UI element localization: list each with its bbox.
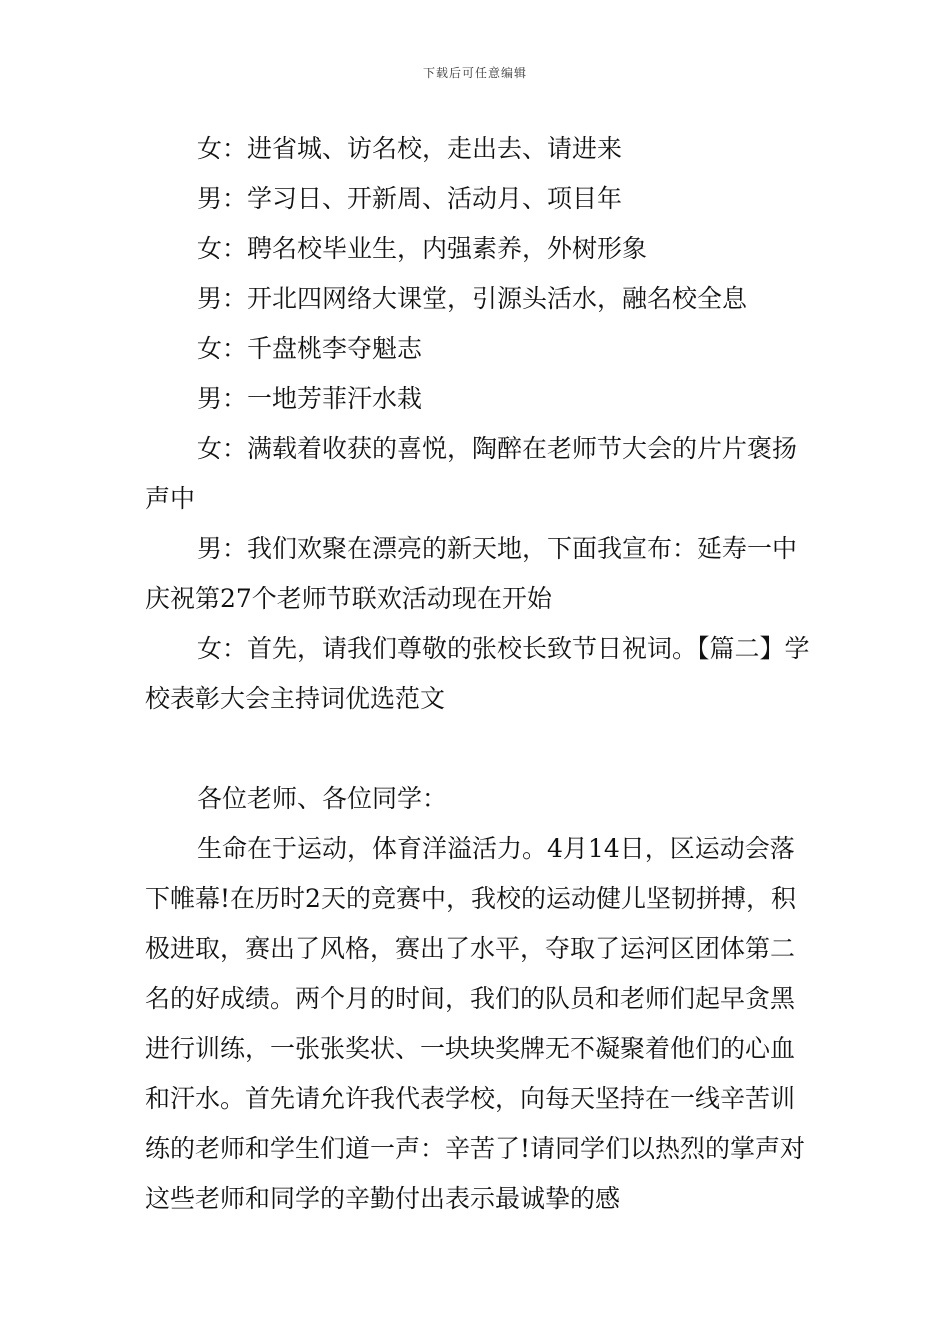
paragraph: 女：千盘桃李夺魁志 xyxy=(197,334,423,363)
paragraph: 男：我们欢聚在漂亮的新天地，下面我宣布：延寿一中庆祝第27个老师节联欢活动现在开始 xyxy=(145,534,798,613)
page-header: 下载后可任意编辑 xyxy=(422,66,527,80)
paragraph: 男：学习日、开新周、活动月、项目年 xyxy=(197,184,623,213)
paragraph: 女：首先，请我们尊敬的张校长致节日祝词。【篇二】学校表彰大会主持词优选范文 xyxy=(145,634,810,713)
paragraph: 各位老师、各位同学： xyxy=(197,784,448,813)
document-body xyxy=(145,124,810,1224)
paragraph: 男：开北四网络大课堂，引源头活水，融名校全息 xyxy=(197,284,748,313)
paragraph: 生命在于运动，体育洋溢活力。4月14日，区运动会落下帷幕!在历时2天的竞赛中，我校的运动健儿坚韧拼搏，积极进取，赛出了风格，赛出了水平，夺取了运河区团体第二名的好成绩。两个月的时间，我们的队员和老师们起早贪黑进行训练，一张张奖状、一块块奖牌无不凝聚着他们的心血和汗水。首先请允许我代表学校，向每天坚持在一线辛苦训练的老师和学生们道一声：辛苦了!请同学们以热烈的掌声对这些老师和同学的辛勤付出表示最诚挚的感 xyxy=(145,834,806,1213)
blank-line xyxy=(145,724,810,774)
paragraph: 男：一地芳菲汗水栽 xyxy=(197,384,423,413)
paragraph: 女：满载着收获的喜悦，陶醉在老师节大会的片片褒扬声中 xyxy=(145,434,798,513)
paragraph: 女：聘名校毕业生，内强素养，外树形象 xyxy=(197,234,648,263)
paragraph: 女：进省城、访名校，走出去、请进来 xyxy=(197,134,623,163)
